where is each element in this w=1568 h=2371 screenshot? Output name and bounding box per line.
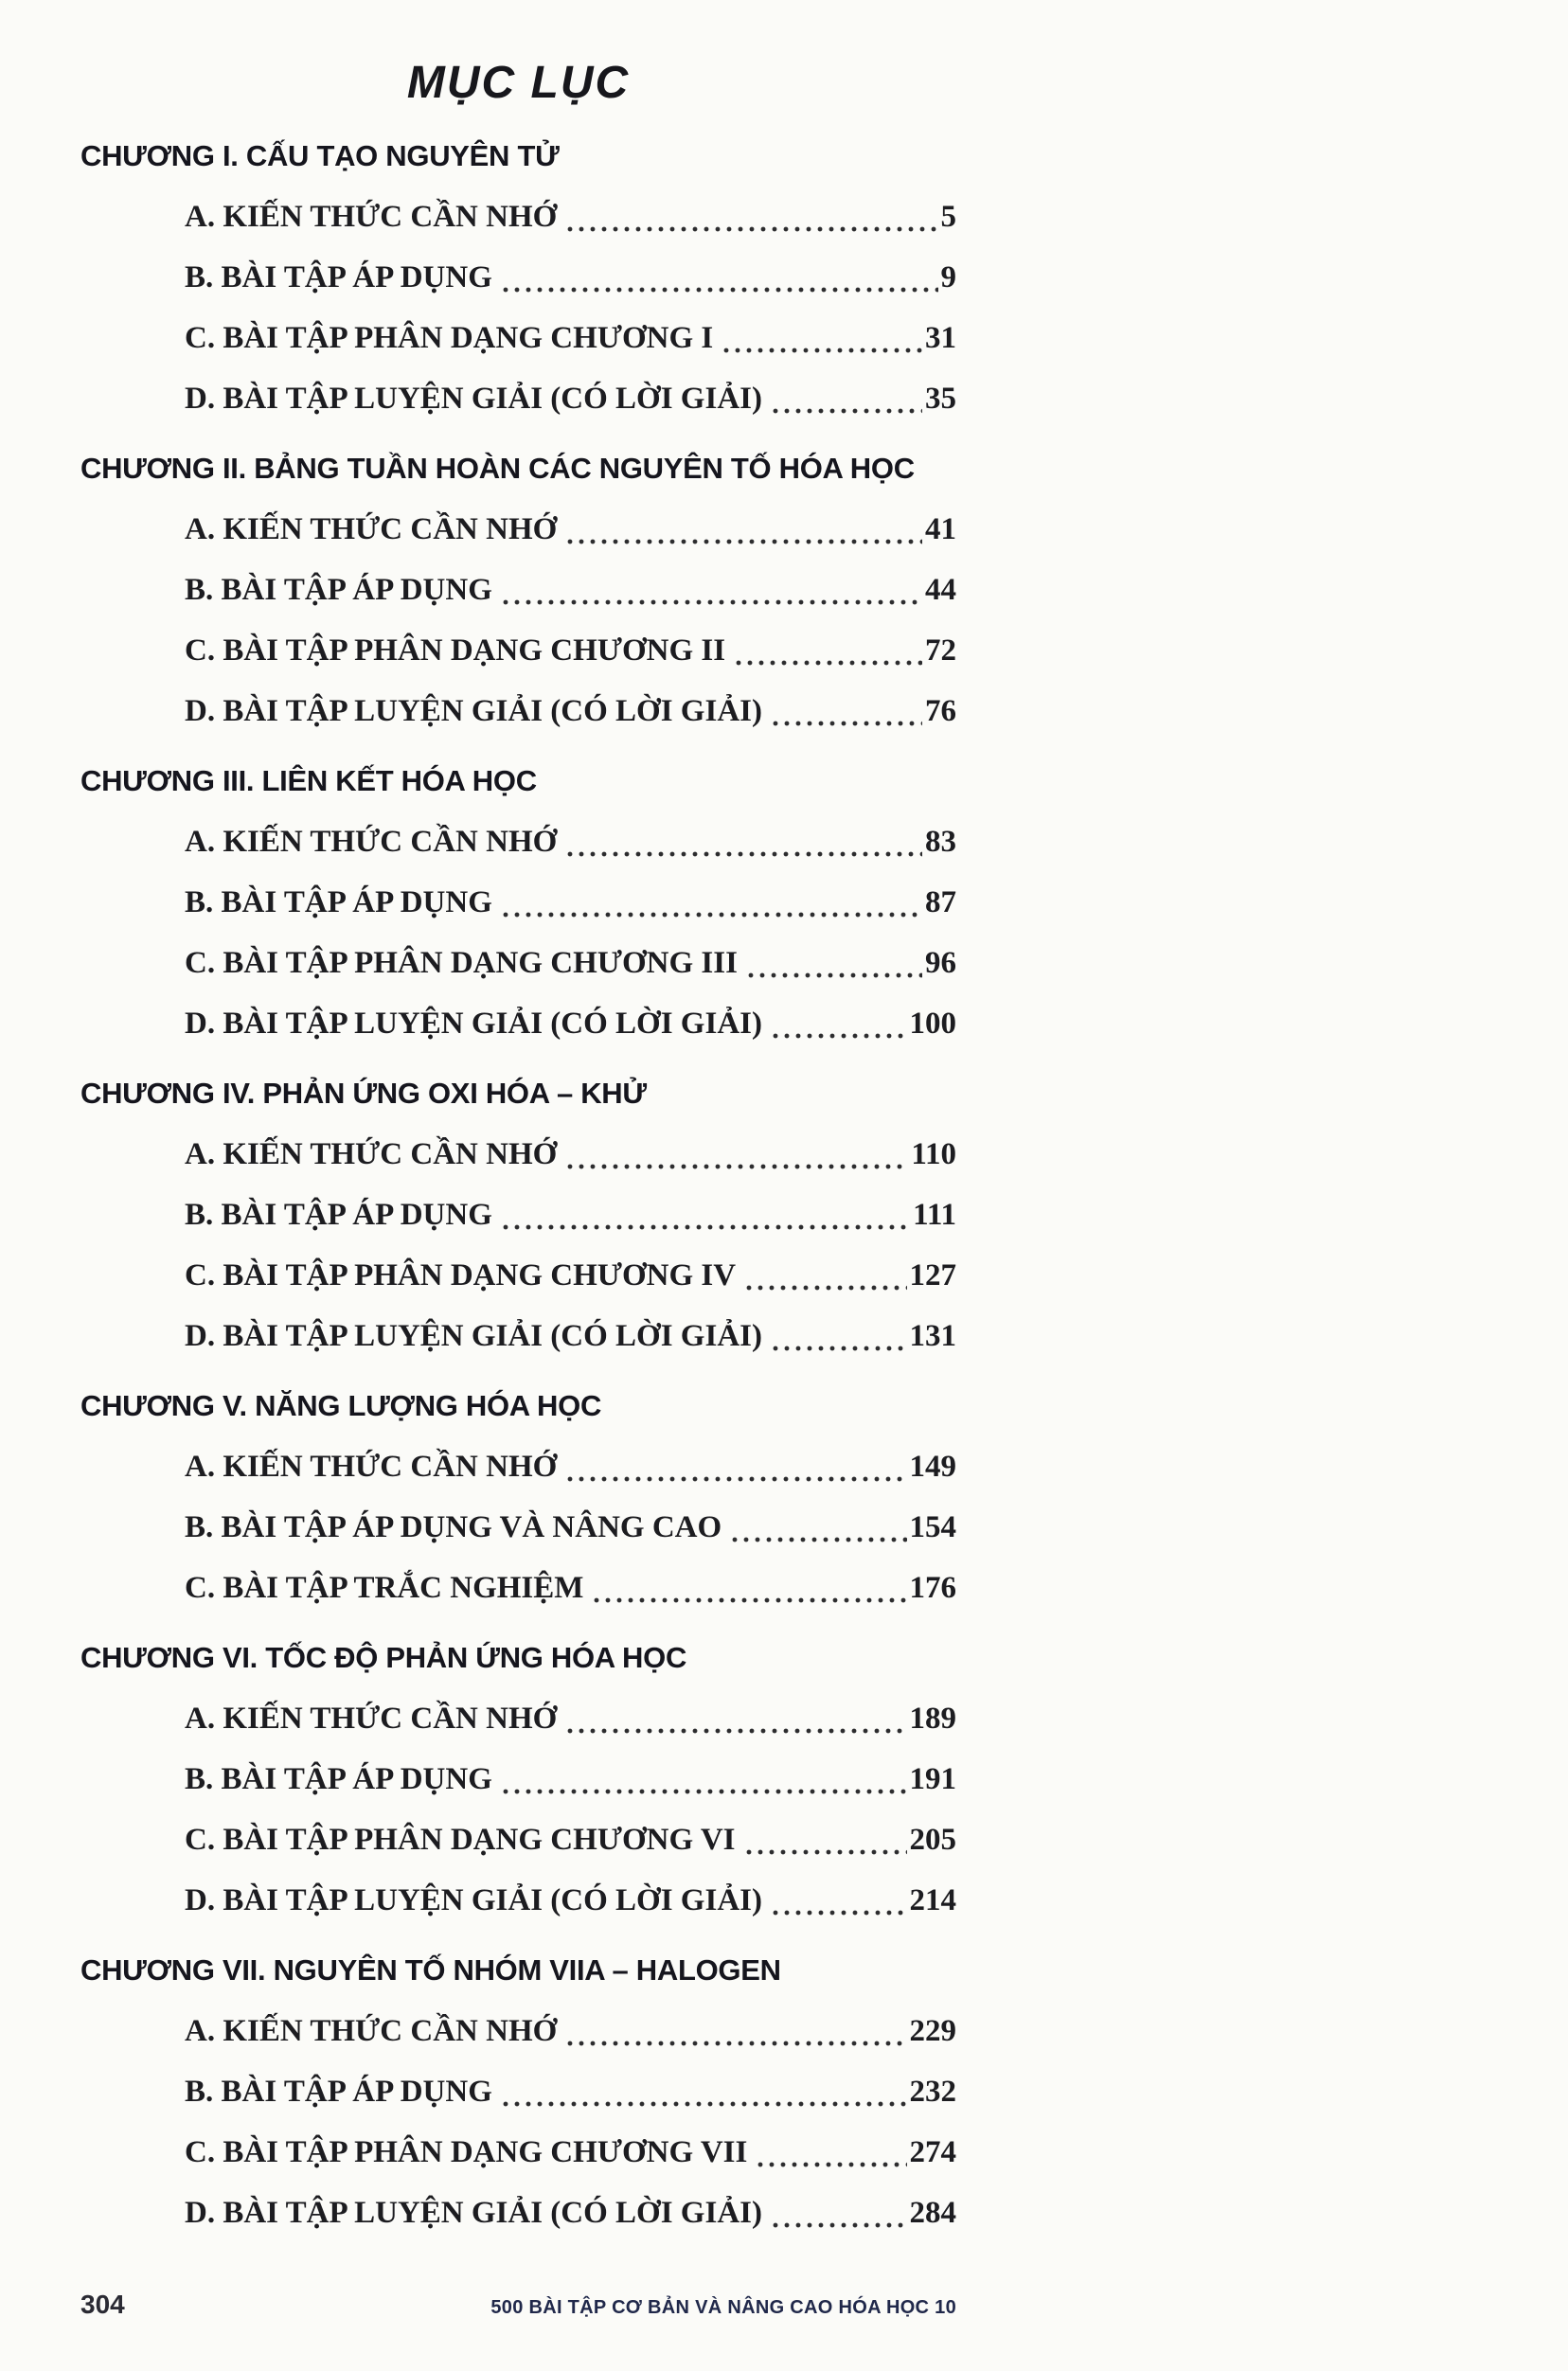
dot-leader (770, 1033, 907, 1039)
toc-entry (185, 1185, 956, 1245)
toc-entry (185, 933, 956, 993)
toc-entry-page: 214 (909, 1883, 956, 1917)
toc-entry-page: 9 (940, 260, 956, 294)
toc-entry-label: C. BÀI TẬP PHÂN DẠNG CHƯƠNG I (185, 321, 714, 355)
page-content (80, 57, 956, 2243)
toc-chapter (80, 751, 956, 1054)
dot-leader (733, 660, 922, 666)
dot-leader (729, 1537, 906, 1542)
chapter-items (80, 499, 956, 741)
dot-leader (770, 1910, 907, 1916)
toc-entry (185, 620, 956, 681)
dot-leader (745, 972, 922, 978)
toc-entry-page: 83 (925, 825, 956, 859)
toc-entry (185, 1749, 956, 1809)
dot-leader (564, 226, 937, 232)
dot-leader (564, 851, 922, 857)
chapter-heading: CHƯƠNG I. CẤU TẠO NGUYÊN TỬ (80, 139, 560, 172)
page-title: MỤC LỤC (406, 58, 631, 108)
toc-entry (185, 872, 956, 933)
toc-entry (185, 187, 956, 247)
toc-entry-page: 189 (909, 1702, 956, 1736)
toc-chapter (80, 1628, 956, 1931)
toc-entry-page: 41 (925, 512, 956, 546)
toc-entry-page: 111 (913, 1198, 956, 1232)
toc-entry-label: B. BÀI TẬP ÁP DỤNG (185, 573, 492, 607)
chapter-heading: CHƯƠNG V. NĂNG LƯỢNG HÓA HỌC (80, 1389, 602, 1422)
chapter-items (80, 1688, 956, 1931)
dot-leader (591, 1597, 906, 1603)
dot-leader (500, 1224, 910, 1230)
toc-entry (185, 2183, 956, 2243)
toc-entry-page: 44 (925, 573, 956, 607)
toc-chapter (80, 438, 956, 741)
toc-entry-page: 205 (909, 1823, 956, 1857)
toc-entry (185, 2001, 956, 2061)
dot-leader (500, 912, 922, 918)
toc-entry (185, 1306, 956, 1366)
dot-leader (500, 1789, 907, 1794)
toc-chapter (80, 1376, 956, 1618)
toc-entry-label: B. BÀI TẬP ÁP DỤNG (185, 260, 492, 294)
toc-entry-label: D. BÀI TẬP LUYỆN GIẢI (CÓ LỜI GIẢI) (185, 1007, 762, 1041)
toc-entry (185, 368, 956, 429)
toc-entry-page: 191 (909, 1762, 956, 1796)
toc-entry-label: A. KIẾN THỨC CẦN NHỚ (185, 2014, 558, 2048)
dot-leader (770, 408, 922, 414)
toc-entry (185, 1688, 956, 1749)
toc-entry-page: 232 (909, 2075, 956, 2109)
chapter-heading: CHƯƠNG VII. NGUYÊN TỐ NHÓM VIIA – HALOGEN (80, 1953, 781, 1987)
toc-entry-label: D. BÀI TẬP LUYỆN GIẢI (CÓ LỜI GIẢI) (185, 382, 762, 416)
toc-entry-label: C. BÀI TẬP TRẮC NGHIỆM (185, 1571, 584, 1605)
toc-entry (185, 993, 956, 1054)
toc-entry (185, 1558, 956, 1618)
toc-entry (185, 247, 956, 308)
toc-entry-label: D. BÀI TẬP LUYỆN GIẢI (CÓ LỜI GIẢI) (185, 1319, 762, 1353)
toc-entry-label: A. KIẾN THỨC CẦN NHỚ (185, 1702, 558, 1736)
toc-entry (185, 681, 956, 741)
page-footer (80, 2290, 956, 2320)
chapter-items (80, 2001, 956, 2243)
toc-entry-page: 76 (925, 694, 956, 728)
chapter-heading: CHƯƠNG II. BẢNG TUẦN HOÀN CÁC NGUYÊN TỐ HÓA HỌC (80, 452, 915, 485)
table-of-contents (80, 126, 956, 2243)
toc-entry-page: 72 (925, 633, 956, 668)
toc-entry-page: 176 (909, 1571, 956, 1605)
toc-entry-page: 5 (940, 200, 956, 234)
chapter-heading: CHƯƠNG VI. TỐC ĐỘ PHẢN ỨNG HÓA HỌC (80, 1641, 687, 1674)
dot-leader (770, 2222, 907, 2228)
toc-entry-page: 284 (909, 2196, 956, 2230)
dot-leader (743, 1849, 907, 1855)
toc-entry-label: C. BÀI TẬP PHÂN DẠNG CHƯƠNG III (185, 946, 738, 980)
toc-entry (185, 1870, 956, 1931)
dot-leader (564, 1476, 906, 1482)
toc-entry-label: D. BÀI TẬP LUYỆN GIẢI (CÓ LỜI GIẢI) (185, 694, 762, 728)
toc-entry (185, 560, 956, 620)
toc-entry-page: 87 (925, 885, 956, 919)
toc-entry (185, 1124, 956, 1185)
dot-leader (564, 539, 922, 544)
dot-leader (721, 348, 922, 353)
toc-entry-page: 127 (909, 1258, 956, 1292)
page-number: 304 (80, 2290, 125, 2319)
toc-entry-page: 31 (925, 321, 956, 355)
toc-entry-page: 131 (909, 1319, 956, 1353)
dot-leader (564, 2041, 906, 2046)
toc-entry-label: A. KIẾN THỨC CẦN NHỚ (185, 1450, 558, 1484)
dot-leader (500, 287, 938, 293)
toc-entry-label: B. BÀI TẬP ÁP DỤNG (185, 1198, 492, 1232)
toc-entry-page: 110 (911, 1137, 956, 1171)
dot-leader (500, 599, 922, 605)
toc-entry (185, 1809, 956, 1870)
toc-entry-label: A. KIẾN THỨC CẦN NHỚ (185, 825, 558, 859)
toc-entry-label: C. BÀI TẬP PHÂN DẠNG CHƯƠNG IV (185, 1258, 737, 1292)
toc-entry (185, 1436, 956, 1497)
toc-entry (185, 811, 956, 872)
dot-leader (770, 1346, 907, 1351)
toc-entry-page: 100 (909, 1007, 956, 1041)
toc-entry-label: B. BÀI TẬP ÁP DỤNG VÀ NÂNG CAO (185, 1510, 722, 1544)
toc-entry-label: B. BÀI TẬP ÁP DỤNG (185, 1762, 492, 1796)
toc-entry-label: C. BÀI TẬP PHÂN DẠNG CHƯƠNG VII (185, 2135, 748, 2169)
dot-leader (564, 1164, 908, 1169)
toc-chapter (80, 1063, 956, 1366)
chapter-heading: CHƯƠNG IV. PHẢN ỨNG OXI HÓA – KHỬ (80, 1077, 647, 1110)
toc-chapter (80, 1940, 956, 2243)
toc-entry-page: 35 (925, 382, 956, 416)
chapter-items (80, 187, 956, 429)
toc-entry (185, 1245, 956, 1306)
dot-leader (743, 1285, 906, 1291)
toc-entry-page: 274 (909, 2135, 956, 2169)
toc-entry-label: B. BÀI TẬP ÁP DỤNG (185, 2075, 492, 2109)
toc-entry-page: 149 (909, 1450, 956, 1484)
chapter-items (80, 1436, 956, 1618)
dot-leader (564, 1728, 906, 1734)
toc-entry-label: B. BÀI TẬP ÁP DỤNG (185, 885, 492, 919)
dot-leader (500, 2101, 907, 2107)
toc-entry-page: 154 (909, 1510, 956, 1544)
dot-leader (755, 2162, 906, 2167)
dot-leader (770, 721, 922, 726)
toc-entry-label: A. KIẾN THỨC CẦN NHỚ (185, 200, 558, 234)
toc-entry-label: A. KIẾN THỨC CẦN NHỚ (185, 1137, 558, 1171)
toc-entry-label: D. BÀI TẬP LUYỆN GIẢI (CÓ LỜI GIẢI) (185, 1883, 762, 1917)
toc-entry (185, 499, 956, 560)
toc-entry (185, 308, 956, 368)
toc-entry-label: C. BÀI TẬP PHÂN DẠNG CHƯƠNG VI (185, 1823, 736, 1857)
toc-entry (185, 2061, 956, 2122)
toc-entry-page: 96 (925, 946, 956, 980)
chapter-items (80, 811, 956, 1054)
toc-entry-page: 229 (909, 2014, 956, 2048)
toc-chapter (80, 126, 956, 429)
chapter-heading: CHƯƠNG III. LIÊN KẾT HÓA HỌC (80, 764, 537, 797)
toc-entry-label: A. KIẾN THỨC CẦN NHỚ (185, 512, 558, 546)
toc-entry (185, 2122, 956, 2183)
toc-entry-label: D. BÀI TẬP LUYỆN GIẢI (CÓ LỜI GIẢI) (185, 2196, 762, 2230)
chapter-items (80, 1124, 956, 1366)
book-title: 500 BÀI TẬP CƠ BẢN VÀ NÂNG CAO HÓA HỌC 10 (490, 2297, 956, 2318)
toc-entry-label: C. BÀI TẬP PHÂN DẠNG CHƯƠNG II (185, 633, 726, 668)
toc-entry (185, 1497, 956, 1558)
